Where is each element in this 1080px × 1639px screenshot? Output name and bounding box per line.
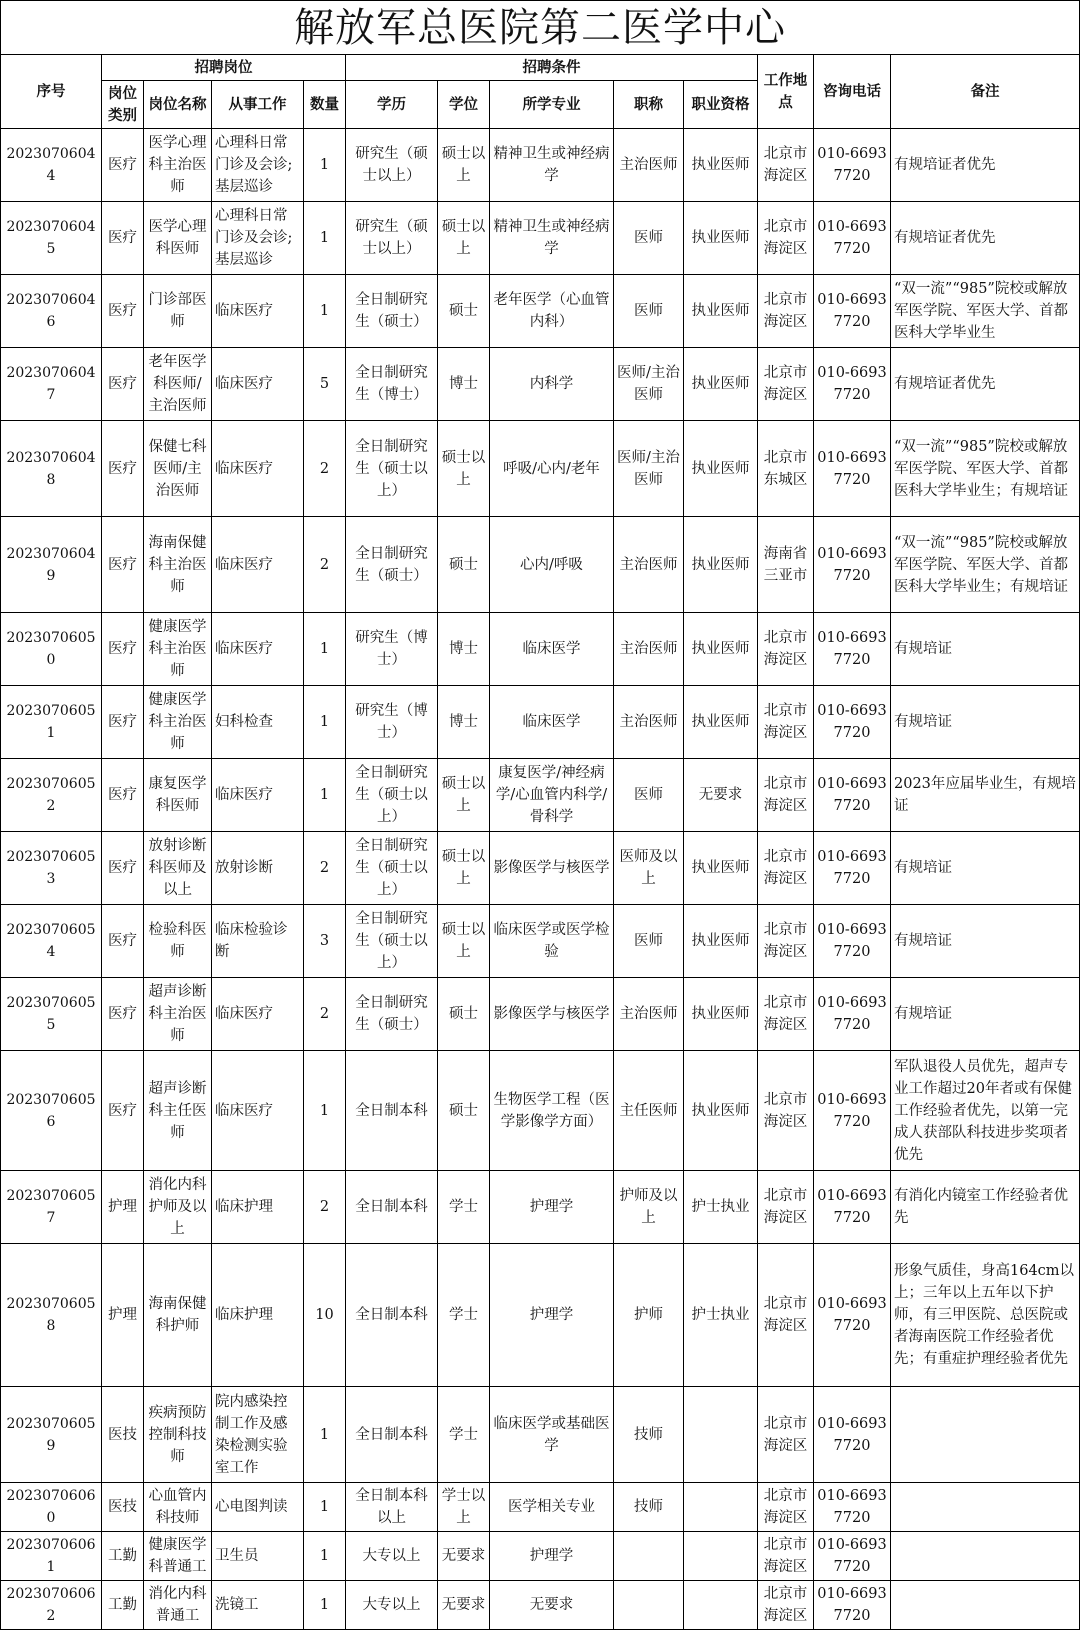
cell-rank [614,1532,684,1581]
header-location: 工作地点 [758,55,814,129]
cell-note: “双一流”“985”院校或解放军医学院、军医大学、首都医科大学毕业生；有规培证 [891,421,1080,517]
cell-work: 放射诊断 [212,832,304,905]
cell-phone: 010-66937720 [814,686,891,759]
cell-work: 临床医疗 [212,759,304,832]
cell-rank: 医师 [614,905,684,978]
cell-location: 北京市海淀区 [758,1387,814,1483]
cell-degree: 硕士以上 [438,905,490,978]
cell-rank: 主治医师 [614,613,684,686]
cell-seq: 20230706058 [1,1244,102,1387]
table-row [1,1387,1080,1483]
cell-post-name: 海南保健科主治医师 [144,517,212,613]
cell-work: 临床医疗 [212,517,304,613]
cell-post-name: 超声诊断科主任医师 [144,1051,212,1171]
cell-location: 北京市海淀区 [758,202,814,275]
header-post-name: 岗位名称 [144,81,212,129]
cell-work: 临床医疗 [212,275,304,348]
table-row [1,1532,1080,1581]
cell-edu: 全日制研究生（硕士以上） [346,759,438,832]
cell-seq: 20230706053 [1,832,102,905]
cell-degree: 硕士以上 [438,421,490,517]
cell-qual: 执业医师 [684,832,758,905]
cell-edu: 全日制研究生（硕士以上） [346,905,438,978]
cell-note: 有规培证者优先 [891,129,1080,202]
cell-count: 1 [304,129,346,202]
cell-note: 军队退役人员优先，超声专业工作超过20年者或有保健工作经验者优先，以第一完成人获部队科技进步奖项者优先 [891,1051,1080,1171]
cell-work: 卫生员 [212,1532,304,1581]
cell-category: 工勤 [102,1581,144,1630]
cell-phone: 010-66937720 [814,202,891,275]
cell-phone: 010-66937720 [814,1171,891,1244]
table-row [1,905,1080,978]
cell-edu: 全日制研究生（硕士以上） [346,832,438,905]
cell-location: 北京市海淀区 [758,129,814,202]
cell-count: 1 [304,1483,346,1532]
header-rank: 职称 [614,81,684,129]
cell-work: 临床护理 [212,1171,304,1244]
cell-rank: 护师 [614,1244,684,1387]
table-row [1,759,1080,832]
cell-qual: 执业医师 [684,1051,758,1171]
cell-location: 北京市海淀区 [758,275,814,348]
cell-seq: 20230706057 [1,1171,102,1244]
cell-edu: 大专以上 [346,1532,438,1581]
table-row [1,686,1080,759]
cell-seq: 20230706044 [1,129,102,202]
cell-work: 临床护理 [212,1244,304,1387]
cell-work: 临床检验诊断 [212,905,304,978]
cell-qual [684,1532,758,1581]
header-note: 备注 [891,55,1080,129]
cell-post-name: 健康医学科主治医师 [144,686,212,759]
cell-phone: 010-66937720 [814,1483,891,1532]
cell-seq: 20230706047 [1,348,102,421]
cell-degree: 硕士 [438,517,490,613]
cell-major: 康复医学/神经病学/心血管内科学/骨科学 [490,759,614,832]
cell-location: 北京市海淀区 [758,1532,814,1581]
cell-degree: 学士 [438,1171,490,1244]
cell-category: 医疗 [102,348,144,421]
cell-major: 临床医学或医学检验 [490,905,614,978]
cell-major: 护理学 [490,1171,614,1244]
table-row [1,1581,1080,1630]
cell-rank [614,1581,684,1630]
cell-major: 医学相关专业 [490,1483,614,1532]
cell-work: 院内感染控制工作及感染检测实验室工作 [212,1387,304,1483]
cell-count: 1 [304,613,346,686]
cell-rank: 医师/主治医师 [614,348,684,421]
cell-category: 医疗 [102,978,144,1051]
cell-phone: 010-66937720 [814,832,891,905]
cell-qual: 护士执业 [684,1244,758,1387]
cell-edu: 研究生（硕士以上） [346,202,438,275]
cell-edu: 全日制本科 [346,1051,438,1171]
cell-post-name: 健康医学科主治医师 [144,613,212,686]
cell-post-name: 检验科医师 [144,905,212,978]
cell-count: 1 [304,759,346,832]
cell-rank: 主治医师 [614,129,684,202]
cell-degree: 学士以上 [438,1483,490,1532]
cell-category: 医疗 [102,129,144,202]
cell-major: 心内/呼吸 [490,517,614,613]
cell-major: 临床医学 [490,613,614,686]
cell-count: 1 [304,275,346,348]
cell-location: 北京市海淀区 [758,348,814,421]
cell-work: 临床医疗 [212,348,304,421]
cell-category: 医疗 [102,905,144,978]
cell-degree: 学士 [438,1244,490,1387]
cell-degree: 博士 [438,613,490,686]
cell-count: 5 [304,348,346,421]
cell-location: 北京市海淀区 [758,1244,814,1387]
cell-post-name: 消化内科护师及以上 [144,1171,212,1244]
cell-note: 有规培证者优先 [891,348,1080,421]
cell-category: 医疗 [102,686,144,759]
cell-major: 精神卫生或神经病学 [490,129,614,202]
cell-phone: 010-66937720 [814,275,891,348]
cell-location: 北京市海淀区 [758,686,814,759]
cell-degree: 硕士以上 [438,759,490,832]
cell-qual: 执业医师 [684,978,758,1051]
cell-major: 内科学 [490,348,614,421]
cell-post-name: 健康医学科普通工 [144,1532,212,1581]
cell-category: 工勤 [102,1532,144,1581]
cell-degree: 学士 [438,1387,490,1483]
cell-major: 护理学 [490,1532,614,1581]
cell-post-name: 心血管内科技师 [144,1483,212,1532]
table-row [1,421,1080,517]
cell-qual [684,1387,758,1483]
table-row [1,1171,1080,1244]
cell-major: 呼吸/心内/老年 [490,421,614,517]
cell-edu: 研究生（硕士以上） [346,129,438,202]
cell-post-name: 超声诊断科主治医师 [144,978,212,1051]
cell-location: 北京市海淀区 [758,832,814,905]
cell-degree: 硕士 [438,1051,490,1171]
cell-qual: 执业医师 [684,421,758,517]
cell-location: 北京市海淀区 [758,1051,814,1171]
cell-note: 有规培证 [891,978,1080,1051]
cell-work: 临床医疗 [212,421,304,517]
cell-post-name: 放射诊断科医师及以上 [144,832,212,905]
cell-seq: 20230706056 [1,1051,102,1171]
cell-major: 老年医学（心血管内科） [490,275,614,348]
cell-note: “双一流”“985”院校或解放军医学院、军医大学、首都医科大学毕业生；有规培证 [891,517,1080,613]
cell-rank: 主治医师 [614,978,684,1051]
cell-edu: 研究生（博士） [346,613,438,686]
cell-category: 医疗 [102,275,144,348]
page-title: 解放军总医院第二医学中心 [1,1,1080,55]
cell-count: 2 [304,1171,346,1244]
cell-degree: 硕士 [438,275,490,348]
cell-phone: 010-66937720 [814,905,891,978]
header-work: 从事工作 [212,81,304,129]
cell-location: 北京市海淀区 [758,1171,814,1244]
cell-degree: 硕士以上 [438,129,490,202]
cell-seq: 20230706062 [1,1581,102,1630]
cell-edu: 研究生（博士） [346,686,438,759]
cell-edu: 全日制研究生（博士） [346,348,438,421]
cell-degree: 无要求 [438,1532,490,1581]
cell-post-name: 保健七科医师/主治医师 [144,421,212,517]
cell-category: 医疗 [102,759,144,832]
cell-seq: 20230706048 [1,421,102,517]
cell-degree: 硕士以上 [438,832,490,905]
header-education: 学历 [346,81,438,129]
table-row [1,1244,1080,1387]
cell-qual: 执业医师 [684,348,758,421]
cell-count: 1 [304,1387,346,1483]
cell-note: 有规培证 [891,905,1080,978]
cell-note: 形象气质佳，身高164cm以上；三年以上五年以下护师，有三甲医院、总医院或者海南医院工作经验者优先；有重症护理经验者优先 [891,1244,1080,1387]
cell-note: 2023年应届毕业生，有规培证 [891,759,1080,832]
cell-work: 临床医疗 [212,978,304,1051]
cell-edu: 全日制研究生（硕士以上） [346,421,438,517]
cell-note: 有规培证 [891,686,1080,759]
cell-qual: 无要求 [684,759,758,832]
header-group-conditions: 招聘条件 [346,55,758,81]
cell-phone: 010-66937720 [814,1532,891,1581]
cell-major: 精神卫生或神经病学 [490,202,614,275]
cell-category: 医技 [102,1483,144,1532]
cell-post-name: 医学心理科医师 [144,202,212,275]
cell-qual [684,1581,758,1630]
cell-category: 医疗 [102,421,144,517]
table-row [1,517,1080,613]
cell-seq: 20230706051 [1,686,102,759]
table-row [1,129,1080,202]
cell-phone: 010-66937720 [814,421,891,517]
cell-post-name: 老年医学科医师/主治医师 [144,348,212,421]
cell-count: 2 [304,421,346,517]
cell-degree: 博士 [438,686,490,759]
cell-count: 2 [304,832,346,905]
header-degree: 学位 [438,81,490,129]
cell-work: 心电图判读 [212,1483,304,1532]
cell-major: 影像医学与核医学 [490,978,614,1051]
cell-work: 妇科检查 [212,686,304,759]
cell-major: 影像医学与核医学 [490,832,614,905]
cell-rank: 医师 [614,275,684,348]
cell-location: 北京市海淀区 [758,759,814,832]
cell-work: 临床医疗 [212,1051,304,1171]
cell-edu: 全日制本科 [346,1244,438,1387]
cell-category: 护理 [102,1171,144,1244]
cell-phone: 010-66937720 [814,1581,891,1630]
cell-phone: 010-66937720 [814,129,891,202]
cell-note: 有消化内镜室工作经验者优先 [891,1171,1080,1244]
cell-phone: 010-66937720 [814,1387,891,1483]
cell-phone: 010-66937720 [814,978,891,1051]
cell-count: 1 [304,1581,346,1630]
cell-category: 医疗 [102,517,144,613]
cell-rank: 医师 [614,759,684,832]
cell-degree: 无要求 [438,1581,490,1630]
cell-phone: 010-66937720 [814,1244,891,1387]
cell-degree: 博士 [438,348,490,421]
cell-seq: 20230706060 [1,1483,102,1532]
cell-qual: 执业医师 [684,517,758,613]
cell-qual: 执业医师 [684,129,758,202]
cell-count: 1 [304,1532,346,1581]
cell-work: 心理科日常门诊及会诊;基层巡诊 [212,202,304,275]
cell-category: 医技 [102,1387,144,1483]
cell-seq: 20230706054 [1,905,102,978]
cell-seq: 20230706055 [1,978,102,1051]
cell-qual: 执业医师 [684,275,758,348]
table-row [1,202,1080,275]
cell-location: 北京市海淀区 [758,613,814,686]
cell-count: 10 [304,1244,346,1387]
cell-work: 洗镜工 [212,1581,304,1630]
cell-count: 1 [304,1051,346,1171]
table-row [1,978,1080,1051]
cell-seq: 20230706049 [1,517,102,613]
cell-note: “双一流”“985”院校或解放军医学院、军医大学、首都医科大学毕业生 [891,275,1080,348]
header-major: 所学专业 [490,81,614,129]
cell-seq: 20230706052 [1,759,102,832]
cell-count: 3 [304,905,346,978]
cell-rank: 医师及以上 [614,832,684,905]
header-seq: 序号 [1,55,102,129]
cell-post-name: 医学心理科主治医师 [144,129,212,202]
table-row [1,275,1080,348]
cell-rank: 主治医师 [614,686,684,759]
cell-note [891,1581,1080,1630]
cell-rank: 医师 [614,202,684,275]
cell-phone: 010-66937720 [814,759,891,832]
cell-qual: 执业医师 [684,686,758,759]
cell-phone: 010-66937720 [814,613,891,686]
cell-edu: 全日制研究生（硕士） [346,275,438,348]
cell-post-name: 门诊部医师 [144,275,212,348]
cell-phone: 010-66937720 [814,348,891,421]
header-qualification: 职业资格 [684,81,758,129]
cell-major: 临床医学 [490,686,614,759]
header-group-post: 招聘岗位 [102,55,346,81]
cell-phone: 010-66937720 [814,1051,891,1171]
table-row [1,613,1080,686]
cell-rank: 主治医师 [614,517,684,613]
header-count: 数量 [304,81,346,129]
cell-edu: 全日制研究生（硕士） [346,978,438,1051]
cell-rank: 技师 [614,1387,684,1483]
cell-count: 1 [304,202,346,275]
cell-location: 北京市东城区 [758,421,814,517]
cell-note: 有规培证者优先 [891,202,1080,275]
table-row [1,1483,1080,1532]
cell-location: 北京市海淀区 [758,1581,814,1630]
cell-note [891,1387,1080,1483]
cell-rank: 医师/主治医师 [614,421,684,517]
cell-location: 北京市海淀区 [758,1483,814,1532]
table-row [1,832,1080,905]
cell-rank: 主任医师 [614,1051,684,1171]
cell-seq: 20230706046 [1,275,102,348]
cell-degree: 硕士 [438,978,490,1051]
cell-category: 医疗 [102,1051,144,1171]
cell-edu: 全日制本科 [346,1387,438,1483]
cell-note: 有规培证 [891,832,1080,905]
cell-edu: 全日制本科 [346,1171,438,1244]
cell-major: 无要求 [490,1581,614,1630]
cell-qual: 执业医师 [684,905,758,978]
cell-rank: 护师及以上 [614,1171,684,1244]
cell-seq: 20230706059 [1,1387,102,1483]
cell-count: 2 [304,978,346,1051]
cell-seq: 20230706045 [1,202,102,275]
cell-work: 心理科日常门诊及会诊;基层巡诊 [212,129,304,202]
cell-post-name: 康复医学科医师 [144,759,212,832]
cell-qual: 执业医师 [684,202,758,275]
cell-post-name: 消化内科普通工 [144,1581,212,1630]
cell-rank: 技师 [614,1483,684,1532]
cell-category: 医疗 [102,832,144,905]
cell-post-name: 海南保健科护师 [144,1244,212,1387]
table-row [1,348,1080,421]
cell-seq: 20230706050 [1,613,102,686]
cell-location: 北京市海淀区 [758,978,814,1051]
cell-qual [684,1483,758,1532]
cell-qual: 执业医师 [684,613,758,686]
cell-category: 护理 [102,1244,144,1387]
cell-edu: 全日制研究生（硕士） [346,517,438,613]
table-row [1,1051,1080,1171]
cell-major: 临床医学或基础医学 [490,1387,614,1483]
cell-qual: 护士执业 [684,1171,758,1244]
cell-note [891,1483,1080,1532]
cell-seq: 20230706061 [1,1532,102,1581]
cell-note: 有规培证 [891,613,1080,686]
cell-post-name: 疾病预防控制科技师 [144,1387,212,1483]
cell-category: 医疗 [102,202,144,275]
cell-note [891,1532,1080,1581]
cell-major: 护理学 [490,1244,614,1387]
cell-count: 2 [304,517,346,613]
cell-location: 北京市海淀区 [758,905,814,978]
header-phone: 咨询电话 [814,55,891,129]
cell-phone: 010-66937720 [814,517,891,613]
cell-work: 临床医疗 [212,613,304,686]
cell-major: 生物医学工程（医学影像学方面） [490,1051,614,1171]
cell-degree: 硕士以上 [438,202,490,275]
cell-count: 1 [304,686,346,759]
cell-location: 海南省三亚市 [758,517,814,613]
header-category: 岗位类别 [102,81,144,129]
cell-category: 医疗 [102,613,144,686]
cell-edu: 大专以上 [346,1581,438,1630]
cell-edu: 全日制本科以上 [346,1483,438,1532]
